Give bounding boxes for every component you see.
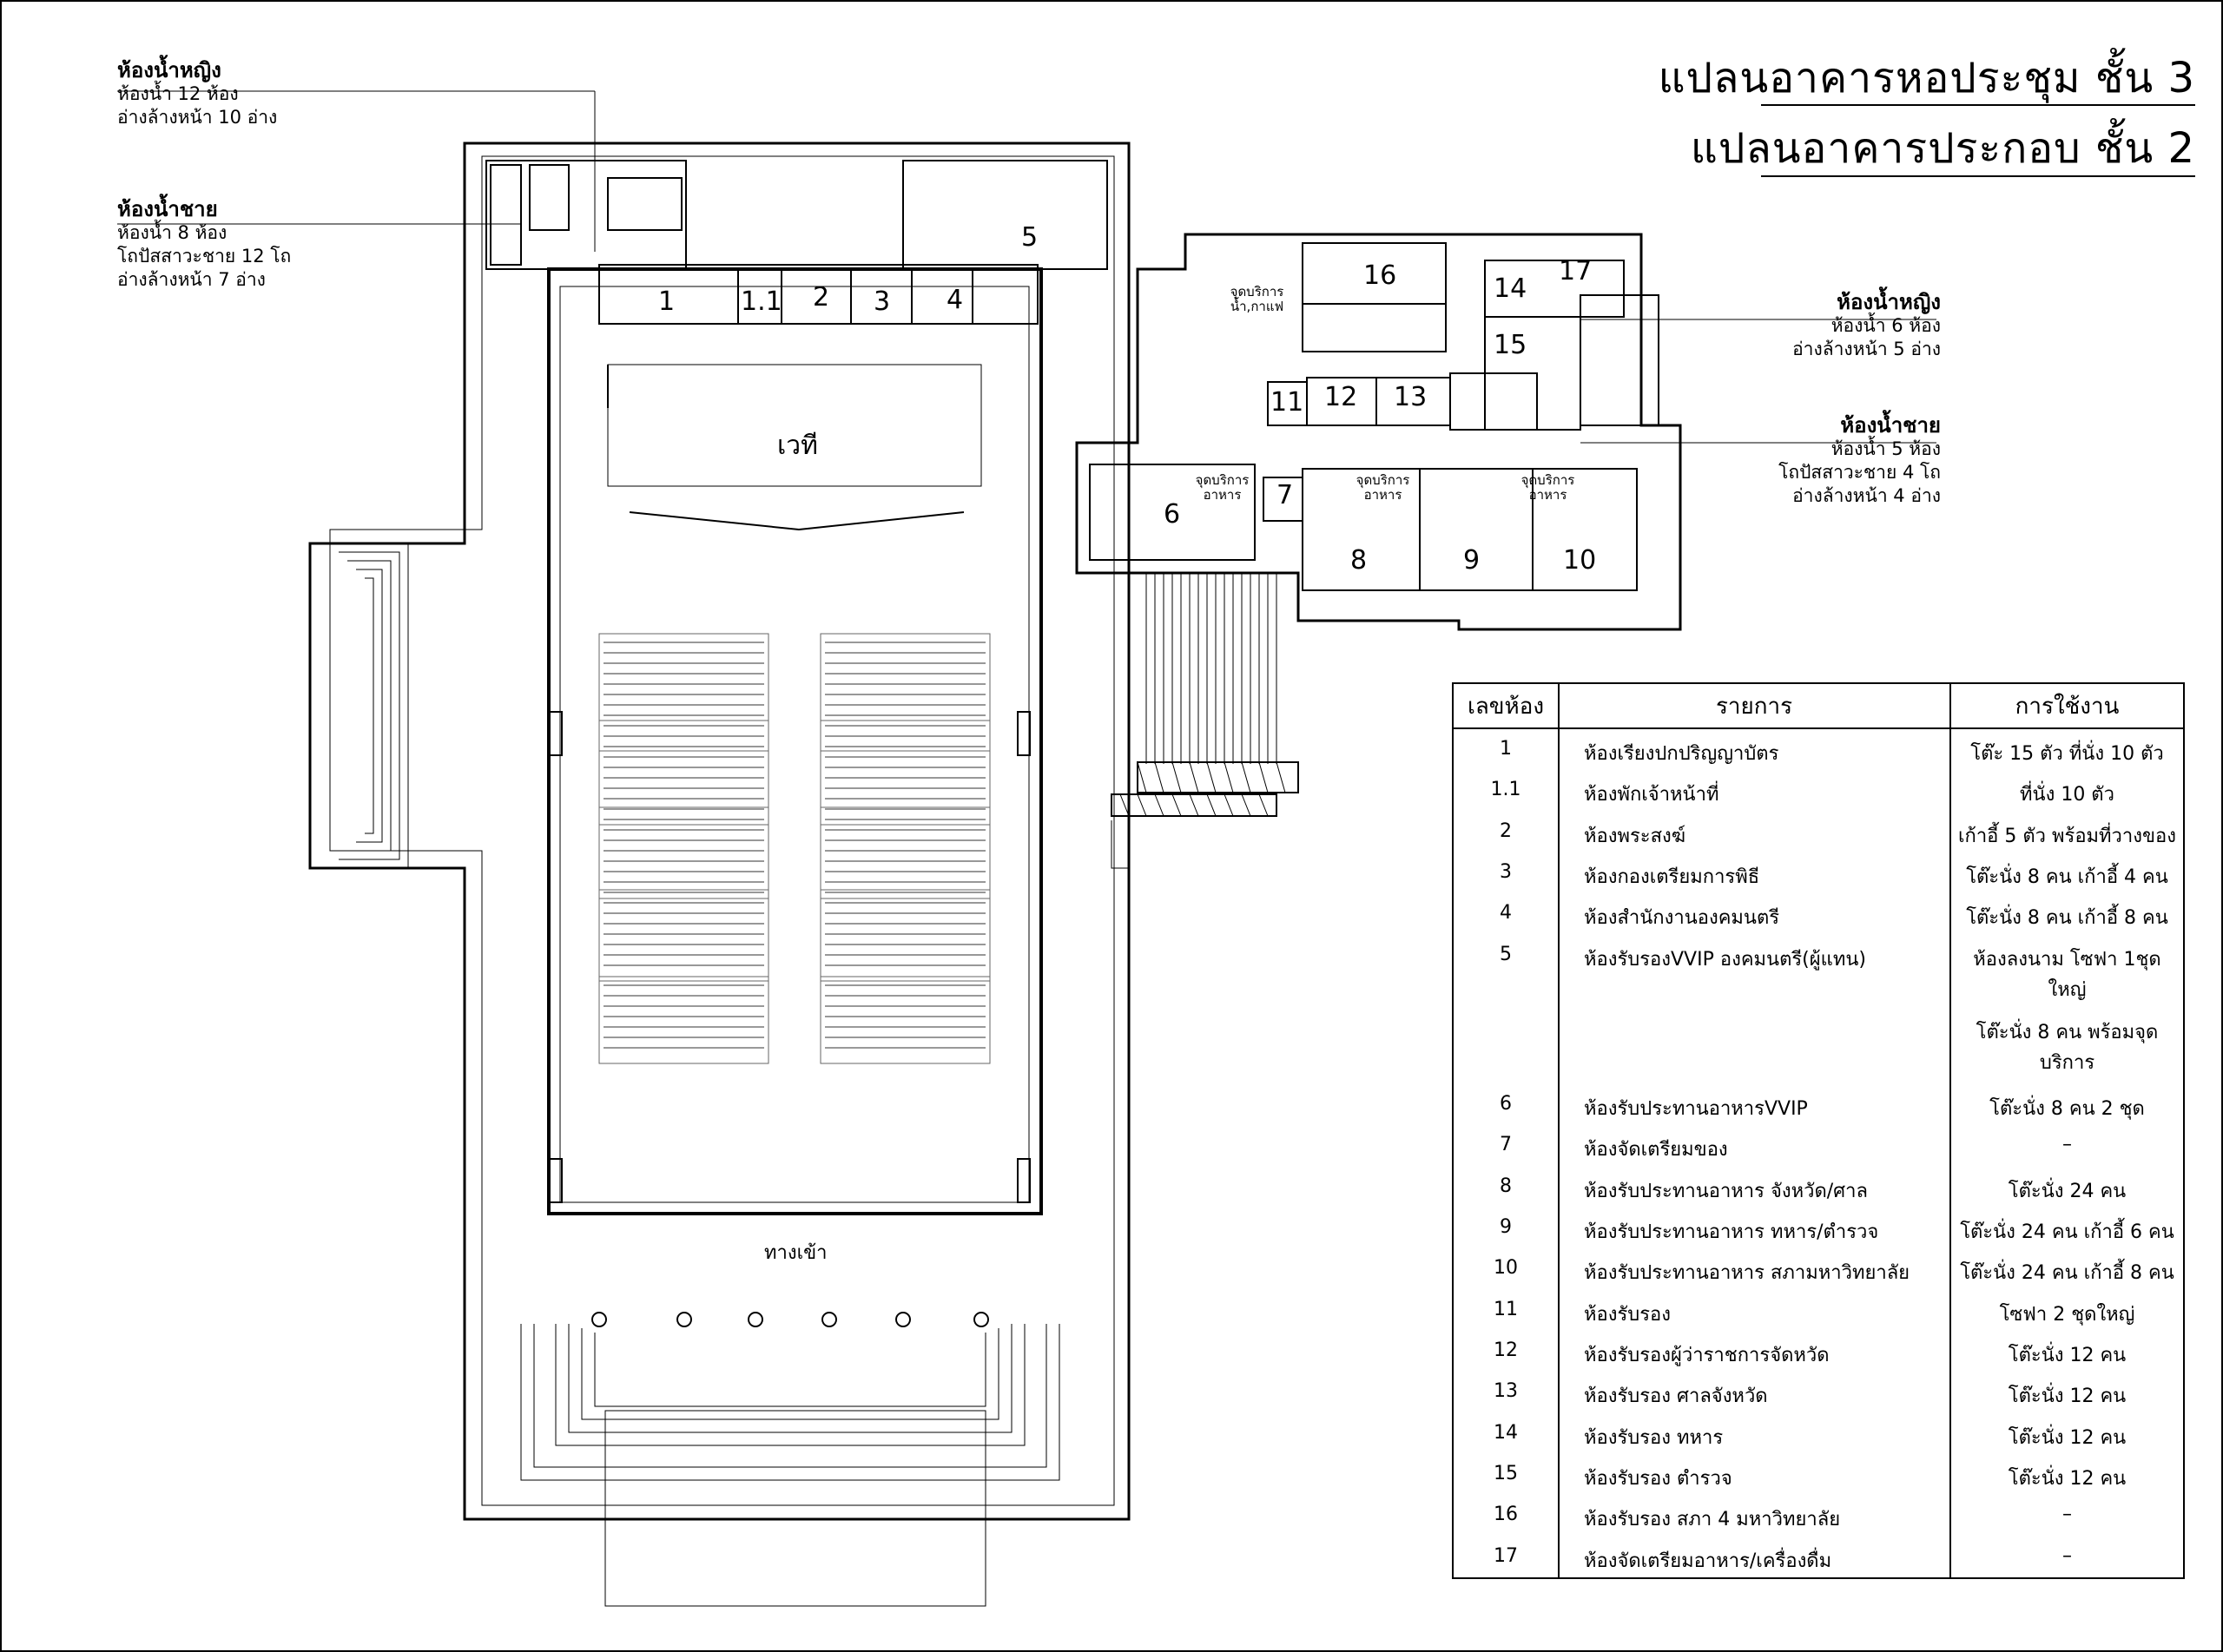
legend-room-no: 5 <box>1454 935 1559 1084</box>
legend-room-name: ห้องรับรอง ทหาร <box>1559 1413 1950 1454</box>
note-line: โถปัสสาวะชาย 4 โถ <box>1778 462 1941 483</box>
legend-room-use: โต๊ะนั่ง 12 คน <box>2008 1426 2127 1449</box>
room-number: 13 <box>1394 382 1428 412</box>
legend-room-name: ห้องรับประทานอาหาร ทหาร/ตำรวจ <box>1559 1208 1950 1248</box>
legend-room-no: 12 <box>1454 1331 1559 1372</box>
note-line: อ่างล้างหน้า 10 อ่าง <box>117 107 278 128</box>
note-line: อ่างล้างหน้า 7 อ่าง <box>117 269 266 290</box>
legend-room-no: 2 <box>1454 812 1559 852</box>
title-underline <box>1761 175 2195 177</box>
note-heading: ห้องน้ำชาย <box>117 197 218 221</box>
legend-row <box>1454 812 2183 852</box>
room-number: 11 <box>1270 387 1304 418</box>
room-number: 3 <box>874 286 891 317</box>
note-line: อ่างล้างหน้า 5 อ่าง <box>1792 339 1941 359</box>
legend-room-use: โซฟา 2 ชุดใหญ่ <box>1999 1303 2135 1326</box>
legend-row <box>1454 935 2183 1084</box>
legend-room-use: โต๊ะนั่ง 8 คน เก้าอี้ 4 คน <box>1966 865 2168 888</box>
legend-room-no: 11 <box>1454 1290 1559 1331</box>
note-heading: ห้องน้ำหญิง <box>117 58 221 82</box>
legend-room-use: เก้าอี้ 5 ตัว พร้อมที่วางของ <box>1957 825 2176 847</box>
room-number: 6 <box>1164 499 1181 530</box>
legend-room-no: 6 <box>1454 1084 1559 1125</box>
note-line: ห้องน้ำ 8 ห้อง <box>117 222 228 243</box>
legend-room-use <box>1950 935 2183 1084</box>
plan-title-main: แปลนอาคารหอประชุม ชั้น 3 <box>1658 54 2195 102</box>
legend-row <box>1454 1413 2183 1454</box>
legend-room-name: ห้องสำนักงานองคมนตรี <box>1559 893 1950 934</box>
women-restroom-note-left <box>117 59 277 129</box>
legend-row <box>1454 1454 2183 1495</box>
men-restroom-note-left <box>117 198 291 292</box>
room-number: 7 <box>1276 480 1294 510</box>
legend-room-name: ห้องกองเตรียมการพิธี <box>1559 852 1950 893</box>
title-divider <box>1761 104 2195 106</box>
legend-row <box>1454 1372 2183 1412</box>
legend-room-use: โต๊ะนั่ง 8 คน 2 ชุด <box>1989 1098 2145 1121</box>
legend-row <box>1454 1208 2183 1248</box>
legend-room-use-line: โต๊ะนั่ง 8 คน พร้อมจุดบริการ <box>1976 1021 2159 1074</box>
legend-room-name: ห้องรับรอง สภา 4 มหาวิทยาลัย <box>1559 1495 1950 1536</box>
legend-room-no: 8 <box>1454 1167 1559 1208</box>
legend-room-name: ห้องรับประทานอาหาร จังหวัด/ศาล <box>1559 1167 1950 1208</box>
legend-room-name: ห้องเรียงปกปริญญาบัตร <box>1559 728 1950 770</box>
legend-room-name: ห้องรับรอง <box>1559 1290 1950 1331</box>
food-service-point: จุดบริการ อาหาร <box>1356 472 1410 503</box>
legend-room-no: 14 <box>1454 1413 1559 1454</box>
note-line: ห้องน้ำ 6 ห้อง <box>1831 315 1941 336</box>
legend-room-no: 10 <box>1454 1248 1559 1289</box>
room-number: 17 <box>1559 256 1593 286</box>
entrance-label: ทางเข้า <box>764 1242 828 1264</box>
legend-room-name: ห้องพักเจ้าหน้าที่ <box>1559 770 1950 811</box>
legend-room-use: โต๊ะ 15 ตัว ที่นั่ง 10 ตัว <box>1970 743 2164 765</box>
legend-room-use: – <box>2062 1544 2072 1567</box>
legend-row <box>1454 1537 2183 1578</box>
legend-room-use: ที่นั่ง 10 ตัว <box>2020 784 2114 806</box>
legend-room-no: 4 <box>1454 893 1559 934</box>
legend-row <box>1454 1331 2183 1372</box>
room-number: 16 <box>1363 260 1397 291</box>
room-number: 2 <box>813 282 830 313</box>
legend-row <box>1454 1084 2183 1125</box>
legend-room-use: – <box>2062 1504 2072 1526</box>
stage-label: เวที <box>777 431 818 461</box>
note-heading: ห้องน้ำชาย <box>1840 413 1941 438</box>
legend-row <box>1454 728 2183 770</box>
legend-row <box>1454 852 2183 893</box>
room-number: 8 <box>1350 545 1368 576</box>
legend-room-no: 9 <box>1454 1208 1559 1248</box>
legend-room-use: – <box>2062 1134 2072 1156</box>
room-number: 15 <box>1494 330 1527 360</box>
legend-room-no: 3 <box>1454 852 1559 893</box>
legend-room-use: โต๊ะนั่ง 24 คน <box>2008 1180 2127 1202</box>
legend-room-no: 16 <box>1454 1495 1559 1536</box>
food-service-point: จุดบริการ อาหาร <box>1195 472 1250 503</box>
plan-title-secondary: แปลนอาคารประกอบ ชั้น 2 <box>1690 124 2195 173</box>
legend-room-use: โต๊ะนั่ง 12 คน <box>2008 1385 2127 1408</box>
legend-header: การใช้งาน <box>1950 684 2183 728</box>
legend-room-name: ห้องรับรอง ศาลจังหวัด <box>1559 1372 1950 1412</box>
coffee-service-point: จุดบริการ น้ำ,กาแฟ <box>1230 284 1284 314</box>
legend-room-use: โต๊ะนั่ง 12 คน <box>2008 1467 2127 1490</box>
legend-room-no: 15 <box>1454 1454 1559 1495</box>
legend-row <box>1454 770 2183 811</box>
legend-room-no: 1.1 <box>1454 770 1559 811</box>
legend-room-use: โต๊ะนั่ง 12 คน <box>2008 1344 2127 1366</box>
legend-room-name: ห้องพระสงฆ์ <box>1559 812 1950 852</box>
legend-row <box>1454 1125 2183 1166</box>
legend-room-name: ห้องรับรองผู้ว่าราชการจัดหวัด <box>1559 1331 1950 1372</box>
legend-header: รายการ <box>1559 684 1950 728</box>
note-heading: ห้องน้ำหญิง <box>1837 290 1941 314</box>
legend-room-no: 17 <box>1454 1537 1559 1578</box>
room-number: 14 <box>1494 273 1527 304</box>
legend-room-use: โต๊ะนั่ง 24 คน เก้าอี้ 6 คน <box>1960 1221 2174 1243</box>
legend-room-no: 7 <box>1454 1125 1559 1166</box>
room-legend-table <box>1452 682 2185 1579</box>
legend-row <box>1454 1167 2183 1208</box>
legend-room-no: 13 <box>1454 1372 1559 1412</box>
note-line: ห้องน้ำ 5 ห้อง <box>1831 438 1941 459</box>
legend-header: เลขห้อง <box>1454 684 1559 728</box>
legend-room-use-line: ห้องลงนาม โซฟา 1ชุดใหญ่ <box>1973 948 2161 1001</box>
legend-room-use: โต๊ะนั่ง 24 คน เก้าอี้ 8 คน <box>1960 1262 2174 1285</box>
note-line: โถปัสสาวะชาย 12 โถ <box>117 246 292 267</box>
room-number: 1 <box>658 286 676 317</box>
legend-room-name: ห้องรับประทานอาหาร สภามหาวิทยาลัย <box>1559 1248 1950 1289</box>
legend-room-name: ห้องรับรอง ตำรวจ <box>1559 1454 1950 1495</box>
room-number: 12 <box>1324 382 1358 412</box>
legend-room-name: ห้องรับรองVVIP องคมนตรี(ผู้แทน) <box>1559 935 1950 1084</box>
legend-row <box>1454 1248 2183 1289</box>
food-service-point: จุดบริการ อาหาร <box>1520 472 1575 503</box>
legend-room-no: 1 <box>1454 728 1559 770</box>
note-line: อ่างล้างหน้า 4 อ่าง <box>1792 485 1941 506</box>
men-restroom-note-right <box>1763 414 1941 508</box>
room-number: 5 <box>1021 222 1039 253</box>
main-hall <box>549 269 1041 1214</box>
legend-room-name: ห้องรับประทานอาหารVVIP <box>1559 1084 1950 1125</box>
legend-room-name: ห้องจัดเตรียมอาหาร/เครื่องดื่ม <box>1559 1537 1950 1578</box>
women-restroom-note-right <box>1789 291 1941 361</box>
legend-room-name: ห้องจัดเตรียมของ <box>1559 1125 1950 1166</box>
room-number: 4 <box>947 285 964 315</box>
room-number: 1.1 <box>741 286 782 317</box>
auditorium-outer-wall <box>310 143 1129 1519</box>
room-number: 10 <box>1563 545 1597 576</box>
legend-row <box>1454 1495 2183 1536</box>
legend-room-use: โต๊ะนั่ง 8 คน เก้าอี้ 8 คน <box>1966 907 2168 930</box>
legend-row <box>1454 1290 2183 1331</box>
room-number: 9 <box>1463 545 1481 576</box>
note-line: ห้องน้ำ 12 ห้อง <box>117 83 239 104</box>
legend-row <box>1454 893 2183 934</box>
